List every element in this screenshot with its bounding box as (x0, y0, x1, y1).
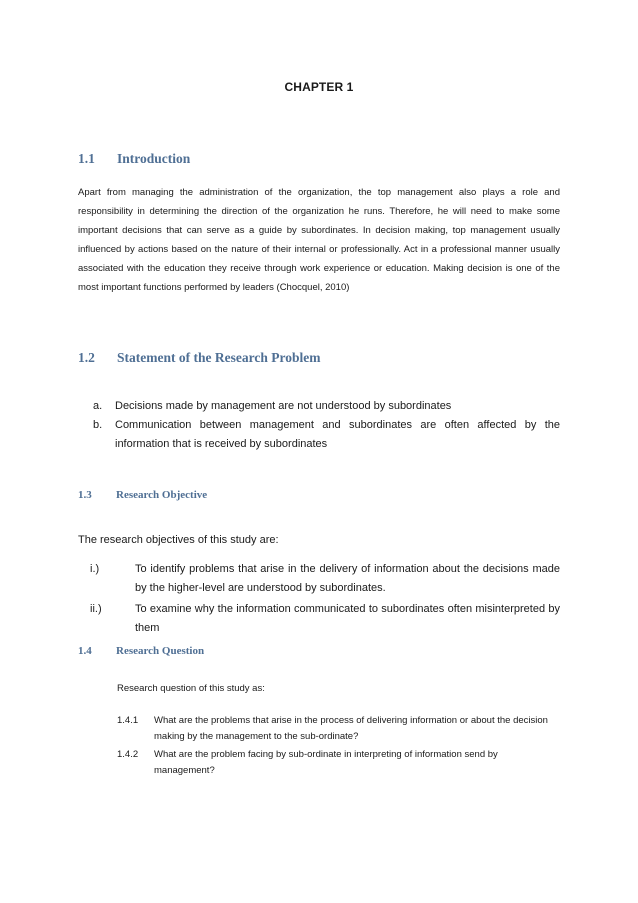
section-heading-research-objective (78, 489, 207, 501)
list-marker: b. (93, 419, 103, 431)
section-title: Introduction (117, 151, 191, 166)
chapter-title: CHAPTER 1 (284, 80, 354, 94)
list-marker: ii.) (90, 603, 102, 615)
list-item-text: What are the problems that arise in the process of delivering information or about the decision making by the management to the sub-ordinate? (154, 715, 548, 742)
section-heading-research-question (78, 645, 204, 657)
list-marker: i.) (90, 563, 100, 575)
list-marker: 1.4.1 (117, 715, 139, 726)
list-item-text: Communication between management and subordinates are often affected by the information that is received by subordinates (115, 419, 560, 450)
section-title: Statement of the Research Problem (117, 350, 321, 365)
list-marker: a. (93, 400, 103, 412)
list-item (78, 397, 560, 416)
section-title: Research Objective (116, 489, 208, 501)
list-item-text: What are the problem facing by sub-ordinate in interpreting of information send by management? (154, 749, 498, 776)
list-item (78, 560, 560, 598)
research-question-intro: Research question of this study as: (117, 683, 265, 694)
section-title: Research Question (116, 645, 205, 657)
list-item-text: To identify problems that arise in the delivery of information about the decisions made by the higher-level are understood by subordinates. (135, 563, 560, 594)
list-marker: 1.4.2 (117, 749, 139, 760)
section-number: 1.3 (78, 489, 92, 501)
research-problem-list (78, 397, 560, 454)
section-number: 1.2 (78, 350, 95, 365)
list-item (117, 713, 560, 745)
list-item (117, 747, 560, 779)
introduction-paragraph: Apart from managing the administration of the organization, the top management also plays a role and responsibility in determining the direction of the organization he runs. Therefore, he will need to make some important decisions that can serve as a guide by subordinates. In decision making, top management usually influenced by actions based on the nature of their internal or professionally. Act in a professional manner usually associated with the education they receive through work experience or education. Making decision is one of the most important functions performed by leaders (Chocquel, 2010) (78, 187, 560, 293)
section-heading-introduction (78, 151, 190, 167)
list-item (78, 600, 560, 638)
list-item-text: To examine why the information communicated to subordinates often misinterpreted by them (135, 603, 560, 634)
section-number: 1.4 (78, 645, 92, 657)
list-item-text: Decisions made by management are not understood by subordinates (115, 400, 452, 412)
research-question-list (117, 713, 560, 781)
section-number: 1.1 (78, 151, 95, 166)
list-item (78, 416, 560, 454)
research-objective-list (78, 560, 560, 640)
research-objective-intro: The research objectives of this study are: (78, 534, 279, 546)
section-heading-research-problem (78, 350, 320, 366)
